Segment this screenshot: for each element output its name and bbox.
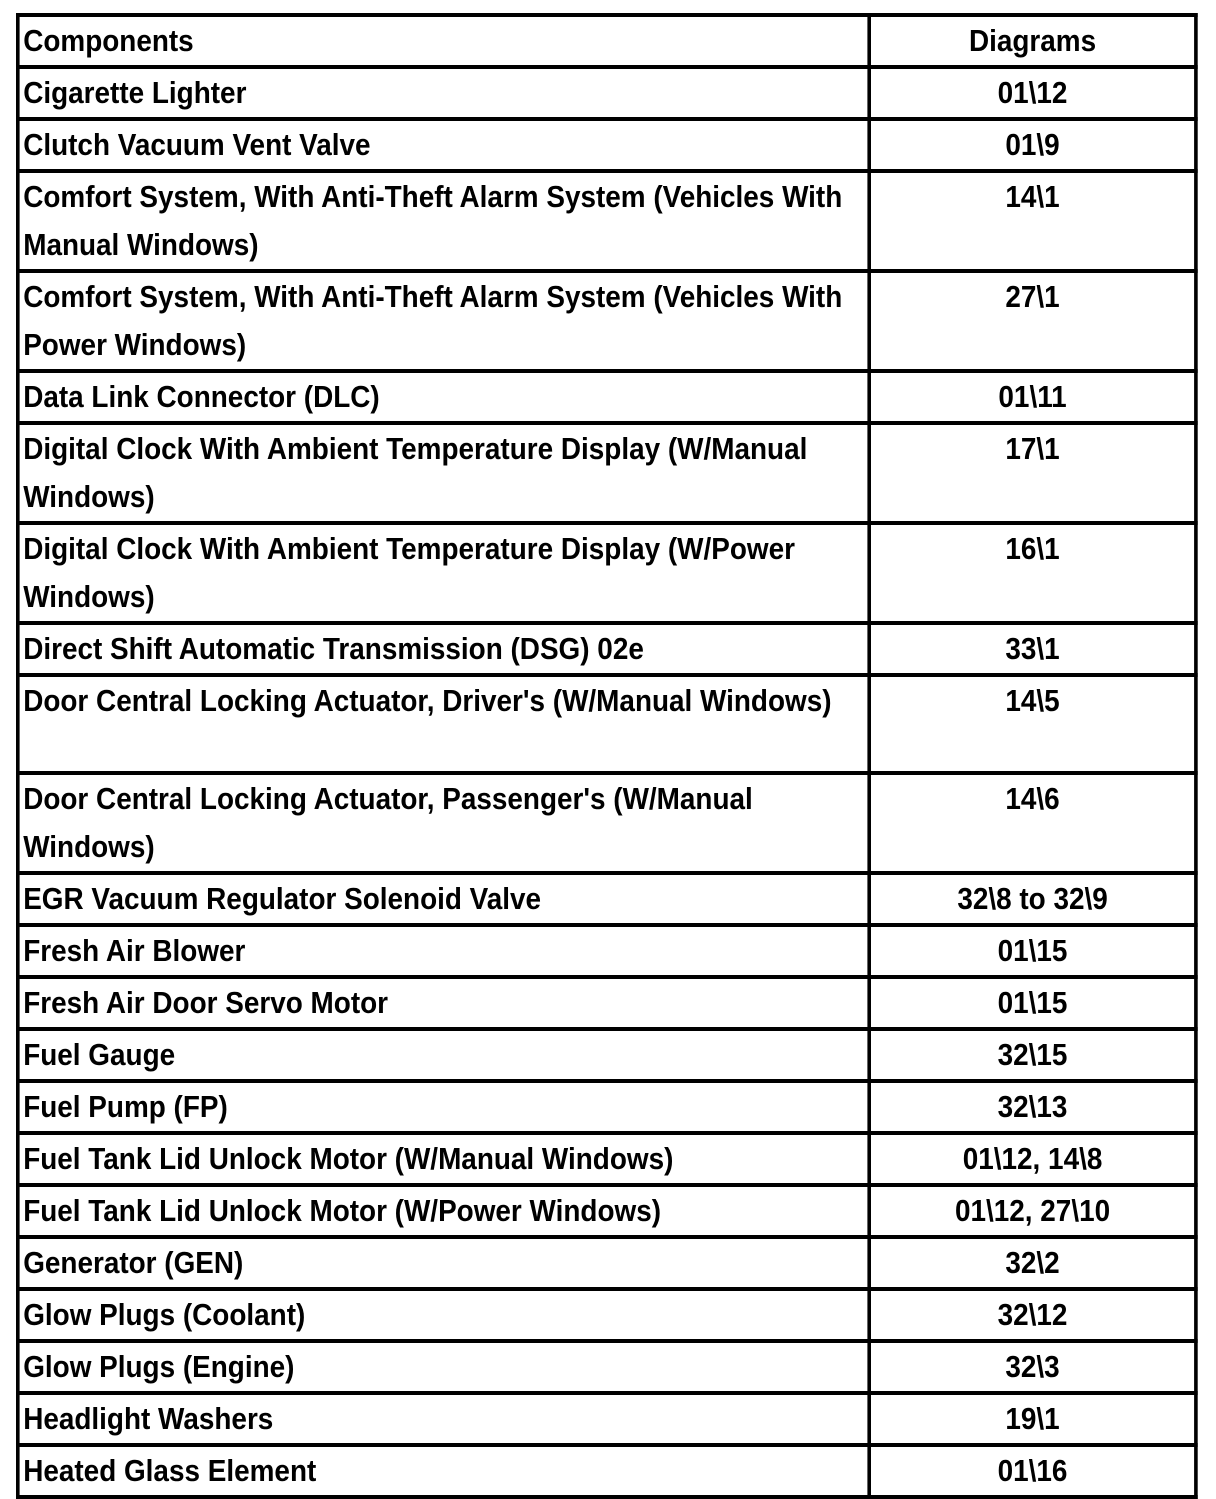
diagram-cell: 32\8 to 32\9: [869, 873, 1196, 925]
component-cell: Glow Plugs (Engine): [18, 1341, 869, 1393]
table-row: [18, 523, 1196, 623]
component-cell: Fuel Gauge: [18, 1029, 869, 1081]
diagram-cell: 16\1: [869, 523, 1196, 623]
component-cell: Headlight Washers: [18, 1393, 869, 1445]
table-row: [18, 119, 1196, 171]
component-cell: Fuel Tank Lid Unlock Motor (W/Manual Windows): [18, 1133, 869, 1185]
table-row: [18, 271, 1196, 371]
diagram-cell: 01\11: [869, 371, 1196, 423]
diagram-cell: 01\15: [869, 925, 1196, 977]
diagram-cell: 32\15: [869, 1029, 1196, 1081]
diagram-cell: 27\1: [869, 271, 1196, 371]
diagram-cell: 14\6: [869, 773, 1196, 873]
component-cell: Clutch Vacuum Vent Valve: [18, 119, 869, 171]
component-cell: Fresh Air Door Servo Motor: [18, 977, 869, 1029]
component-cell: Fuel Pump (FP): [18, 1081, 869, 1133]
component-cell: Comfort System, With Anti-Theft Alarm System (Vehicles With Manual Windows): [18, 171, 869, 271]
table-row: [18, 423, 1196, 523]
component-cell: Door Central Locking Actuator, Driver's (W/Manual Windows): [18, 675, 869, 773]
table-row: [18, 1237, 1196, 1289]
diagram-cell: 01\16: [869, 1445, 1196, 1497]
diagrams-header: Diagrams: [869, 15, 1196, 67]
diagram-cell: 33\1: [869, 623, 1196, 675]
component-cell: Digital Clock With Ambient Temperature Display (W/Manual Windows): [18, 423, 869, 523]
diagram-cell: 32\12: [869, 1289, 1196, 1341]
table-row: [18, 1393, 1196, 1445]
component-cell: Heated Glass Element: [18, 1445, 869, 1497]
diagram-cell: 14\1: [869, 171, 1196, 271]
component-cell: Generator (GEN): [18, 1237, 869, 1289]
diagram-cell: 17\1: [869, 423, 1196, 523]
component-cell: Fuel Tank Lid Unlock Motor (W/Power Windows): [18, 1185, 869, 1237]
diagram-cell: 01\15: [869, 977, 1196, 1029]
component-cell: Glow Plugs (Coolant): [18, 1289, 869, 1341]
table-row: [18, 1081, 1196, 1133]
component-cell: EGR Vacuum Regulator Solenoid Valve: [18, 873, 869, 925]
component-cell: Door Central Locking Actuator, Passenger's (W/Manual Windows): [18, 773, 869, 873]
table-row: [18, 171, 1196, 271]
components-table-container: [16, 13, 1194, 1499]
diagram-cell: 32\13: [869, 1081, 1196, 1133]
table-row: [18, 1341, 1196, 1393]
diagram-cell: 01\12, 14\8: [869, 1133, 1196, 1185]
component-cell: Fresh Air Blower: [18, 925, 869, 977]
table-body: [18, 67, 1196, 1497]
table-row: [18, 675, 1196, 773]
diagram-cell: 01\9: [869, 119, 1196, 171]
table-row: [18, 1289, 1196, 1341]
table-row: [18, 1029, 1196, 1081]
diagram-cell: 32\2: [869, 1237, 1196, 1289]
diagram-cell: 14\5: [869, 675, 1196, 773]
diagram-cell: 19\1: [869, 1393, 1196, 1445]
diagram-cell: 32\3: [869, 1341, 1196, 1393]
component-cell: Cigarette Lighter: [18, 67, 869, 119]
table-row: [18, 371, 1196, 423]
component-cell: Data Link Connector (DLC): [18, 371, 869, 423]
diagram-cell: 01\12, 27\10: [869, 1185, 1196, 1237]
table-row: [18, 1133, 1196, 1185]
table-row: [18, 67, 1196, 119]
table-row: [18, 623, 1196, 675]
component-cell: Comfort System, With Anti-Theft Alarm System (Vehicles With Power Windows): [18, 271, 869, 371]
components-header: Components: [18, 15, 869, 67]
table-row: [18, 773, 1196, 873]
table-row: [18, 925, 1196, 977]
header-row: [18, 15, 1196, 67]
table-row: [18, 1185, 1196, 1237]
table-row: [18, 873, 1196, 925]
table-row: [18, 977, 1196, 1029]
diagram-cell: 01\12: [869, 67, 1196, 119]
table-row: [18, 1445, 1196, 1497]
component-cell: Digital Clock With Ambient Temperature Display (W/Power Windows): [18, 523, 869, 623]
component-cell: Direct Shift Automatic Transmission (DSG) 02e: [18, 623, 869, 675]
components-diagrams-table: [16, 13, 1198, 1499]
